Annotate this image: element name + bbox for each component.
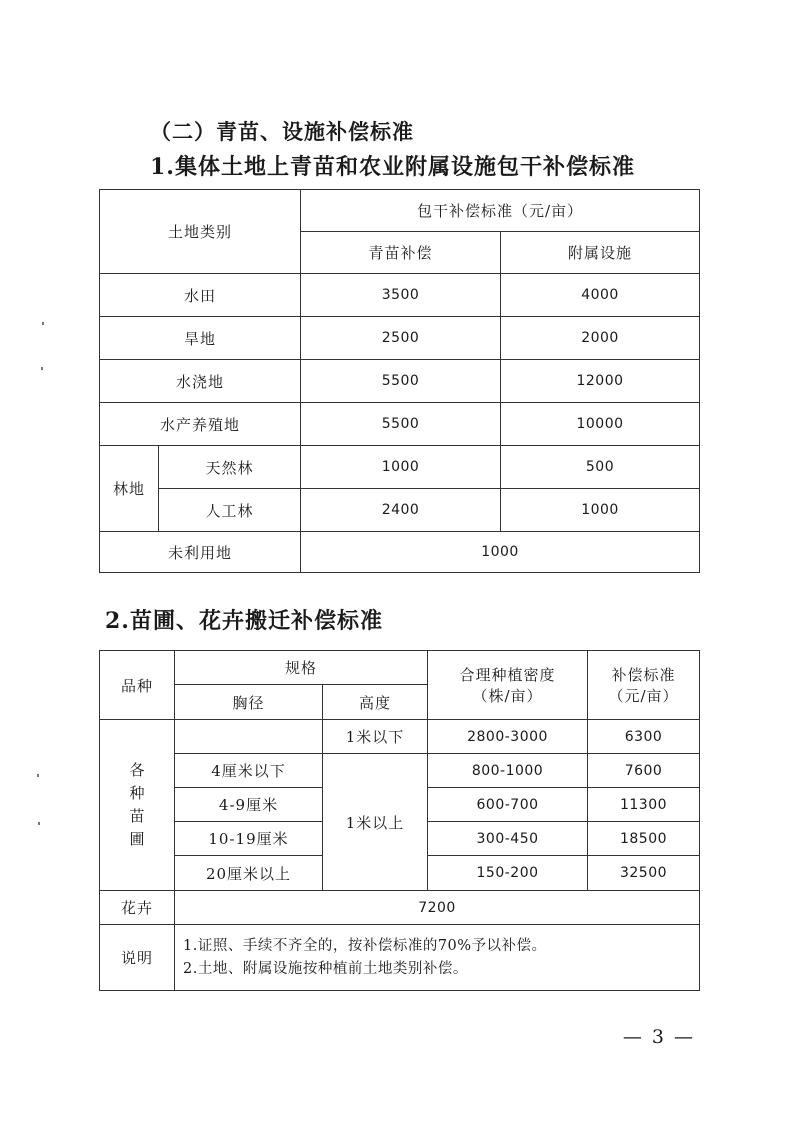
density-value: 150-200 bbox=[428, 856, 588, 891]
diameter-cell: 20厘米以上 bbox=[175, 856, 323, 891]
density-unit: （株/亩） bbox=[472, 687, 543, 705]
header-variety: 品种 bbox=[100, 651, 175, 720]
density-value: 300-450 bbox=[428, 822, 588, 856]
land-type-cell: 水产养殖地 bbox=[100, 403, 301, 446]
scan-speck bbox=[41, 367, 43, 370]
crops-value: 3500 bbox=[301, 274, 501, 317]
page-number: — 3 — bbox=[622, 1026, 695, 1048]
land-type-cell: 未利用地 bbox=[100, 532, 301, 573]
header-density bbox=[428, 651, 588, 720]
table2-title: 2.苗圃、花卉搬迁补偿标准 bbox=[105, 608, 383, 634]
facilities-value: 2000 bbox=[501, 317, 700, 360]
density-value: 800-1000 bbox=[428, 754, 588, 788]
standard-value: 11300 bbox=[588, 788, 700, 822]
unused-value: 1000 bbox=[301, 532, 700, 573]
nursery-flower-compensation-table bbox=[99, 650, 700, 991]
standard-value: 32500 bbox=[588, 856, 700, 891]
scan-speck bbox=[42, 322, 44, 325]
facilities-value: 12000 bbox=[501, 360, 700, 403]
facilities-value: 1000 bbox=[501, 489, 700, 532]
height-cell: 1米以下 bbox=[323, 720, 428, 754]
crops-value: 1000 bbox=[301, 446, 501, 489]
density-value: 600-700 bbox=[428, 788, 588, 822]
header-land-type: 土地类别 bbox=[100, 190, 301, 274]
facilities-value: 4000 bbox=[501, 274, 700, 317]
nursery-label bbox=[100, 720, 175, 891]
standard-value: 7600 bbox=[588, 754, 700, 788]
note-line: 1.证照、手续不齐全的，按补偿标准的70%予以补偿。 bbox=[183, 937, 547, 954]
height-cell: 1米以上 bbox=[323, 754, 428, 891]
land-type-cell: 水田 bbox=[100, 274, 301, 317]
notes-label: 说明 bbox=[100, 925, 175, 991]
flowers-value: 7200 bbox=[175, 891, 700, 925]
diameter-cell: 10-19厘米 bbox=[175, 822, 323, 856]
flowers-label: 花卉 bbox=[100, 891, 175, 925]
header-facilities: 附属设施 bbox=[501, 232, 700, 274]
diameter-cell: 4-9厘米 bbox=[175, 788, 323, 822]
scan-speck bbox=[38, 822, 40, 825]
header-height: 高度 bbox=[323, 685, 428, 720]
seedling-facility-compensation-table bbox=[99, 189, 700, 573]
crops-value: 2400 bbox=[301, 489, 501, 532]
land-type-cell: 旱地 bbox=[100, 317, 301, 360]
standard-label: 补偿标准 bbox=[611, 666, 676, 684]
density-label: 合理种植密度 bbox=[459, 666, 556, 684]
diameter-cell: 4厘米以下 bbox=[175, 754, 323, 788]
header-standard bbox=[588, 651, 700, 720]
forest-type-cell: 人工林 bbox=[159, 489, 301, 532]
nursery-label-text: 各 种 苗 圃 bbox=[129, 761, 145, 848]
crops-value: 5500 bbox=[301, 403, 501, 446]
standard-unit: （元/亩） bbox=[608, 687, 679, 705]
header-spec: 规格 bbox=[175, 651, 428, 685]
diameter-cell bbox=[175, 720, 323, 754]
crops-value: 5500 bbox=[301, 360, 501, 403]
standard-value: 6300 bbox=[588, 720, 700, 754]
header-diameter: 胸径 bbox=[175, 685, 323, 720]
section-heading: （二）青苗、设施补偿标准 bbox=[150, 119, 414, 144]
note-line: 2.土地、附属设施按种植前土地类别补偿。 bbox=[183, 960, 468, 977]
notes-cell bbox=[175, 925, 700, 991]
facilities-value: 500 bbox=[501, 446, 700, 489]
standard-value: 18500 bbox=[588, 822, 700, 856]
header-crops: 青苗补偿 bbox=[301, 232, 501, 274]
scan-speck bbox=[37, 774, 39, 777]
table1-title: 1.集体土地上青苗和农业附属设施包干补偿标准 bbox=[150, 154, 635, 180]
land-type-cell: 水浇地 bbox=[100, 360, 301, 403]
forest-type-cell: 天然林 bbox=[159, 446, 301, 489]
density-value: 2800-3000 bbox=[428, 720, 588, 754]
forest-label: 林地 bbox=[100, 446, 159, 532]
crops-value: 2500 bbox=[301, 317, 501, 360]
header-standard: 包干补偿标准（元/亩） bbox=[301, 190, 700, 232]
facilities-value: 10000 bbox=[501, 403, 700, 446]
